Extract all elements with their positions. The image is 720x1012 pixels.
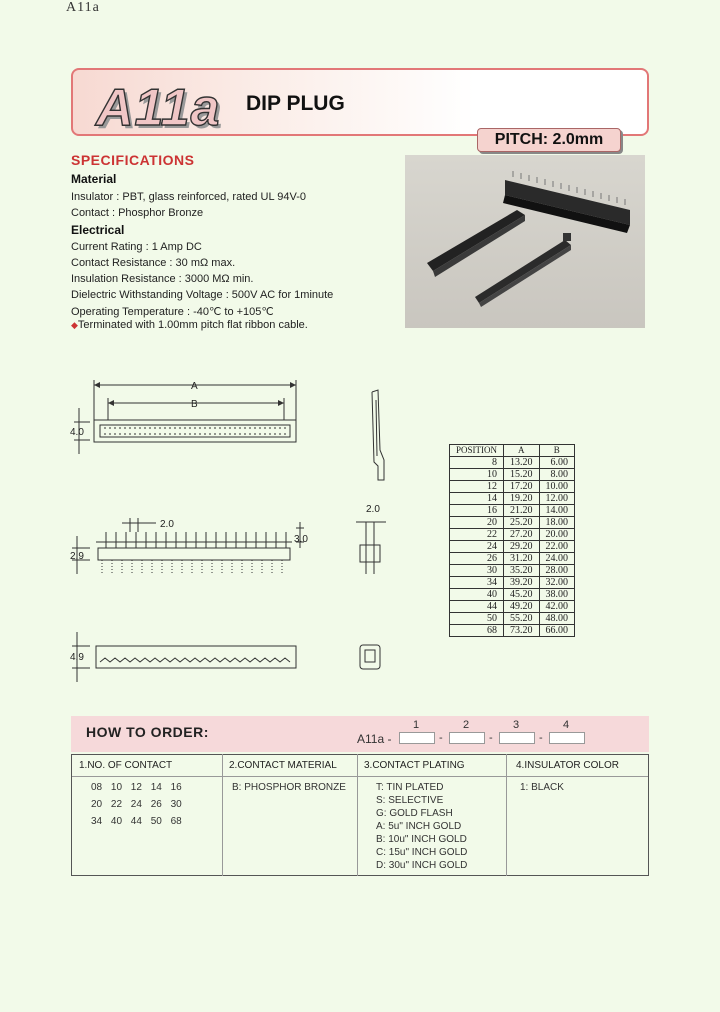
order-code-prefix: A11a - bbox=[357, 732, 392, 746]
order-field-3 bbox=[499, 732, 535, 744]
spec-line-insulator: Insulator : PBT, glass reinforced, rated UL 94V-0 bbox=[71, 191, 306, 203]
dimension-row bbox=[450, 481, 575, 493]
cell-a: 17.20 bbox=[504, 481, 540, 493]
cell-a: 45.20 bbox=[504, 589, 540, 601]
order-field-1 bbox=[399, 732, 435, 744]
plating-option: C: 15u" INCH GOLD bbox=[376, 847, 468, 858]
product-logo: A11a bbox=[96, 79, 221, 137]
spec-note-text: Terminated with 1.00mm pitch flat ribbon cable. bbox=[77, 319, 308, 331]
spec-line-contact: Contact : Phosphor Bronze bbox=[71, 207, 204, 219]
plating-option: B: 10u" INCH GOLD bbox=[376, 834, 467, 845]
plating-options bbox=[376, 781, 467, 872]
dimension-row bbox=[450, 565, 575, 577]
order-field-1-number: 1 bbox=[413, 719, 420, 731]
column-divider bbox=[357, 754, 358, 876]
cell-a: 55.20 bbox=[504, 613, 540, 625]
dimension-row bbox=[450, 613, 575, 625]
dim-2-0-row: 2.0 bbox=[366, 504, 380, 515]
specifications-title: SPECIFICATIONS bbox=[71, 152, 195, 168]
document-code: A11a bbox=[66, 0, 100, 15]
cell-b: 22.00 bbox=[539, 541, 575, 553]
order-dash-3: - bbox=[539, 732, 543, 744]
dim-2-9: 2.9 bbox=[70, 551, 84, 562]
dimension-row bbox=[450, 517, 575, 529]
pitch-badge: PITCH: 2.0mm bbox=[477, 128, 621, 152]
cell-position: 8 bbox=[450, 457, 504, 469]
dim-4-9: 4.9 bbox=[70, 652, 84, 663]
dimension-row bbox=[450, 553, 575, 565]
material-option: B: PHOSPHOR BRONZE bbox=[232, 782, 346, 793]
dimension-row bbox=[450, 529, 575, 541]
cell-a: 73.20 bbox=[504, 625, 540, 637]
cell-a: 35.20 bbox=[504, 565, 540, 577]
order-title: HOW TO ORDER: bbox=[86, 724, 209, 740]
spec-line-insulation-resistance: Insulation Resistance : 3000 MΩ min. bbox=[71, 273, 254, 285]
header-b: B bbox=[539, 445, 575, 457]
cell-position: 20 bbox=[450, 517, 504, 529]
cell-position: 44 bbox=[450, 601, 504, 613]
plating-option: S: SELECTIVE bbox=[376, 795, 444, 806]
column-divider bbox=[222, 754, 223, 876]
cell-a: 25.20 bbox=[504, 517, 540, 529]
dimension-row bbox=[450, 469, 575, 481]
col-header-color: 4.INSULATOR COLOR bbox=[516, 760, 619, 771]
dim-4-0: 4.0 bbox=[70, 427, 84, 438]
cell-position: 12 bbox=[450, 481, 504, 493]
cell-b: 66.00 bbox=[539, 625, 575, 637]
label-a: A bbox=[191, 381, 198, 392]
spec-line-current: Current Rating : 1 Amp DC bbox=[71, 241, 202, 253]
cell-b: 42.00 bbox=[539, 601, 575, 613]
cell-b: 38.00 bbox=[539, 589, 575, 601]
order-dash-2: - bbox=[489, 732, 493, 744]
col-header-plating: 3.CONTACT PLATING bbox=[364, 760, 465, 771]
cell-a: 21.20 bbox=[504, 505, 540, 517]
column-divider bbox=[506, 754, 507, 876]
cell-position: 22 bbox=[450, 529, 504, 541]
order-field-4 bbox=[549, 732, 585, 744]
contact-options-row: 20 22 24 26 30 bbox=[91, 799, 182, 810]
cell-position: 26 bbox=[450, 553, 504, 565]
dimension-row bbox=[450, 493, 575, 505]
spec-line-temperature: Operating Temperature : -40℃ to +105℃ bbox=[71, 306, 274, 318]
spec-note bbox=[71, 319, 308, 331]
col-header-material: 2.CONTACT MATERIAL bbox=[229, 760, 337, 771]
col-header-contacts: 1.NO. OF CONTACT bbox=[79, 760, 173, 771]
cell-a: 31.20 bbox=[504, 553, 540, 565]
cell-position: 40 bbox=[450, 589, 504, 601]
header-a: A bbox=[504, 445, 540, 457]
contact-options-row: 08 10 12 14 16 bbox=[91, 782, 182, 793]
cell-position: 10 bbox=[450, 469, 504, 481]
plating-option: T: TIN PLATED bbox=[376, 782, 444, 793]
cell-position: 30 bbox=[450, 565, 504, 577]
cell-a: 39.20 bbox=[504, 577, 540, 589]
cell-b: 28.00 bbox=[539, 565, 575, 577]
cell-position: 68 bbox=[450, 625, 504, 637]
cell-a: 13.20 bbox=[504, 457, 540, 469]
plating-option: A: 5u" INCH GOLD bbox=[376, 821, 462, 832]
cell-b: 20.00 bbox=[539, 529, 575, 541]
plating-option: D: 30u" INCH GOLD bbox=[376, 860, 468, 871]
cell-b: 10.00 bbox=[539, 481, 575, 493]
product-name: DIP PLUG bbox=[246, 92, 345, 115]
cell-a: 29.20 bbox=[504, 541, 540, 553]
cell-b: 12.00 bbox=[539, 493, 575, 505]
dimension-row bbox=[450, 577, 575, 589]
cell-b: 6.00 bbox=[539, 457, 575, 469]
material-title: Material bbox=[71, 172, 117, 186]
cell-b: 18.00 bbox=[539, 517, 575, 529]
cell-a: 27.20 bbox=[504, 529, 540, 541]
order-field-3-number: 3 bbox=[513, 719, 520, 731]
header-divider bbox=[72, 776, 648, 777]
cell-position: 14 bbox=[450, 493, 504, 505]
connector-photo-illustration bbox=[405, 155, 645, 328]
dimension-table-header bbox=[450, 445, 575, 457]
dimension-row bbox=[450, 589, 575, 601]
plating-option: G: GOLD FLASH bbox=[376, 808, 453, 819]
dimension-row bbox=[450, 625, 575, 637]
cell-position: 50 bbox=[450, 613, 504, 625]
technical-drawing bbox=[60, 370, 420, 690]
color-option: 1: BLACK bbox=[520, 782, 564, 793]
electrical-title: Electrical bbox=[71, 223, 125, 237]
spec-line-contact-resistance: Contact Resistance : 30 mΩ max. bbox=[71, 257, 236, 269]
order-dash-1: - bbox=[439, 732, 443, 744]
header-position: POSITION bbox=[450, 445, 504, 457]
cell-b: 24.00 bbox=[539, 553, 575, 565]
cell-b: 48.00 bbox=[539, 613, 575, 625]
cell-a: 49.20 bbox=[504, 601, 540, 613]
cell-a: 19.20 bbox=[504, 493, 540, 505]
cell-b: 8.00 bbox=[539, 469, 575, 481]
product-photo bbox=[405, 155, 645, 328]
dimension-row bbox=[450, 601, 575, 613]
label-b: B bbox=[191, 399, 198, 410]
cell-position: 24 bbox=[450, 541, 504, 553]
diamond-icon: ◆ bbox=[71, 320, 78, 330]
dim-3-0: 3.0 bbox=[294, 534, 308, 545]
contact-options-row: 34 40 44 50 68 bbox=[91, 816, 182, 827]
order-field-2 bbox=[449, 732, 485, 744]
cell-b: 32.00 bbox=[539, 577, 575, 589]
order-field-2-number: 2 bbox=[463, 719, 470, 731]
cell-position: 34 bbox=[450, 577, 504, 589]
cell-position: 16 bbox=[450, 505, 504, 517]
dimension-row bbox=[450, 541, 575, 553]
dim-2-0-pitch: 2.0 bbox=[160, 519, 174, 530]
contact-options bbox=[91, 779, 182, 830]
spec-line-dielectric: Dielectric Withstanding Voltage : 500V AC for 1minute bbox=[71, 289, 334, 301]
dimension-row bbox=[450, 505, 575, 517]
dimension-row bbox=[450, 457, 575, 469]
cell-b: 14.00 bbox=[539, 505, 575, 517]
cell-a: 15.20 bbox=[504, 469, 540, 481]
order-field-4-number: 4 bbox=[563, 719, 570, 731]
dimension-table bbox=[449, 444, 575, 637]
